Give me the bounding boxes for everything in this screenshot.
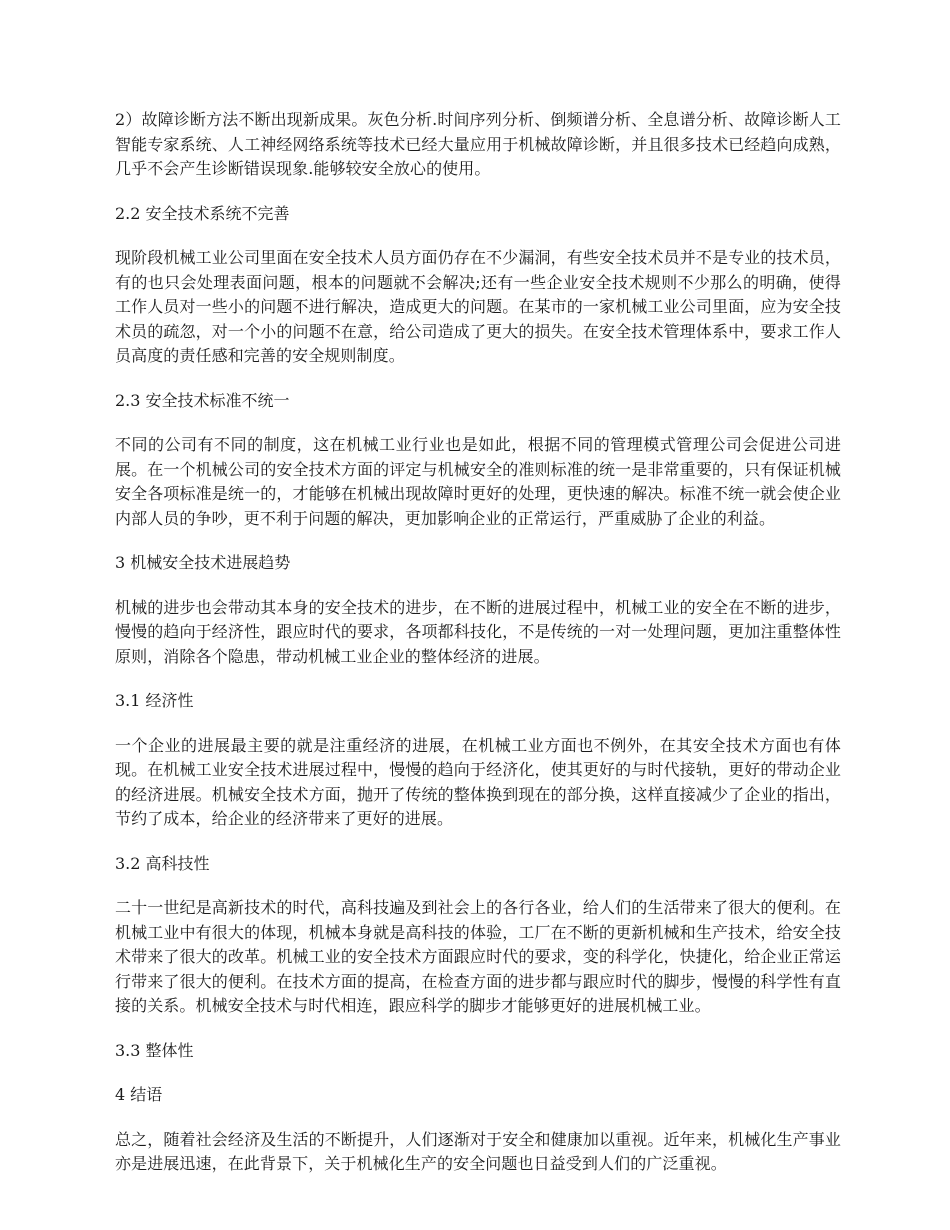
document-page	[115, 108, 841, 1197]
section-heading-3: 3 机械安全技术进展趋势	[115, 553, 291, 572]
paragraph-fault-diagnosis: 2）故障诊断方法不断出现新成果。灰色分析.时间序列分析、倒频谱分析、全息谱分析、故障诊断人工智能专家系统、人工神经网络系统等技术已经大量应用于机械故障诊断，并且很多技术已经趋向成熟，几乎不会产生诊断错误现象.能够较安全放心的使用。	[115, 110, 841, 178]
section-heading-4: 4 结语	[115, 1085, 163, 1104]
paragraph-safety-system: 现阶段机械工业公司里面在安全技术人员方面仍存在不少漏洞，有些安全技术员并不是专业的技术员，有的也只会处理表面问题，根本的问题就不会解决;还有一些企业安全技术规则不少那么的明确，使得工作人员对一些小的问题不进行解决，造成更大的问题。在某市的一家机械工业公司里面，应为安全技术员的疏忽，对一个小的问题不在意，给公司造成了更大的损失。在安全技术管理体系中，要求工作人员高度的责任感和完善的安全规则制度。	[115, 248, 841, 365]
paragraph-development-trend: 机械的进步也会带动其本身的安全技术的进步，在不断的进展过程中，机械工业的安全在不断的进步，慢慢的趋向于经济性，跟应时代的要求，各项都科技化，不是传统的一对一处理问题，更加注重整体性原则，消除各个隐患，带动机械工业企业的整体经济的进展。	[115, 597, 841, 666]
section-heading-3-1: 3.1 经济性	[115, 691, 194, 710]
section-heading-3-3: 3.3 整体性	[115, 1040, 194, 1060]
paragraph-high-tech: 二十一世纪是高新技术的时代，高科技遍及到社会上的各行各业，给人们的生活带来了很大的便利。在机械工业中有很大的体现，机械本身就是高科技的体验，工厂在不断的更新机械和生产技术，给安全技术带来了很大的改革。机械工业的安全技术方面跟应时代的要求，变的科学化，快捷化，给企业正常运行带来了很大的便利。在技术方面的提高，在检查方面的进步都与跟应时代的脚步，慢慢的科学性有直接的关系。机械安全技术与时代相连，跟应科学的脚步才能够更好的进展机械工业。	[115, 898, 841, 1015]
section-heading-2-3: 2.3 安全技术标准不统一	[115, 390, 290, 410]
section-heading-2-2: 2.2 安全技术系统不完善	[115, 203, 290, 223]
paragraph-conclusion: 总之，随着社会经济及生活的不断提升，人们逐渐对于安全和健康加以重视。近年来，机械化生产事业亦是进展迅速，在此背景下，关于机械化生产的安全问题也日益受到人们的广泛重视。	[115, 1129, 841, 1173]
paragraph-safety-standards: 不同的公司有不同的制度，这在机械工业行业也是如此，根据不同的管理模式管理公司会促进公司进展。在一个机械公司的安全技术方面的评定与机械安全的准则标准的统一是非常重要的，只有保证机械安全各项标准是统一的，才能够在机械出现故障时更好的处理，更快速的解决。标准不统一就会使企业内部人员的争吵，更不利于问题的解决，更加影响企业的正常运行，严重威胁了企业的利益。	[115, 435, 841, 528]
section-heading-3-2: 3.2 高科技性	[115, 853, 210, 873]
paragraph-economy: 一个企业的进展最主要的就是注重经济的进展，在机械工业方面也不例外，在其安全技术方面也有体现。在机械工业安全技术进展过程中，慢慢的趋向于经济化，使其更好的与时代接轨，更好的带动企业的经济进展。机械安全技术方面，抛开了传统的整体换到现在的部分换，这样直接减少了企业的指出，节约了成本，给企业的经济带来了更好的进展。	[115, 735, 841, 828]
